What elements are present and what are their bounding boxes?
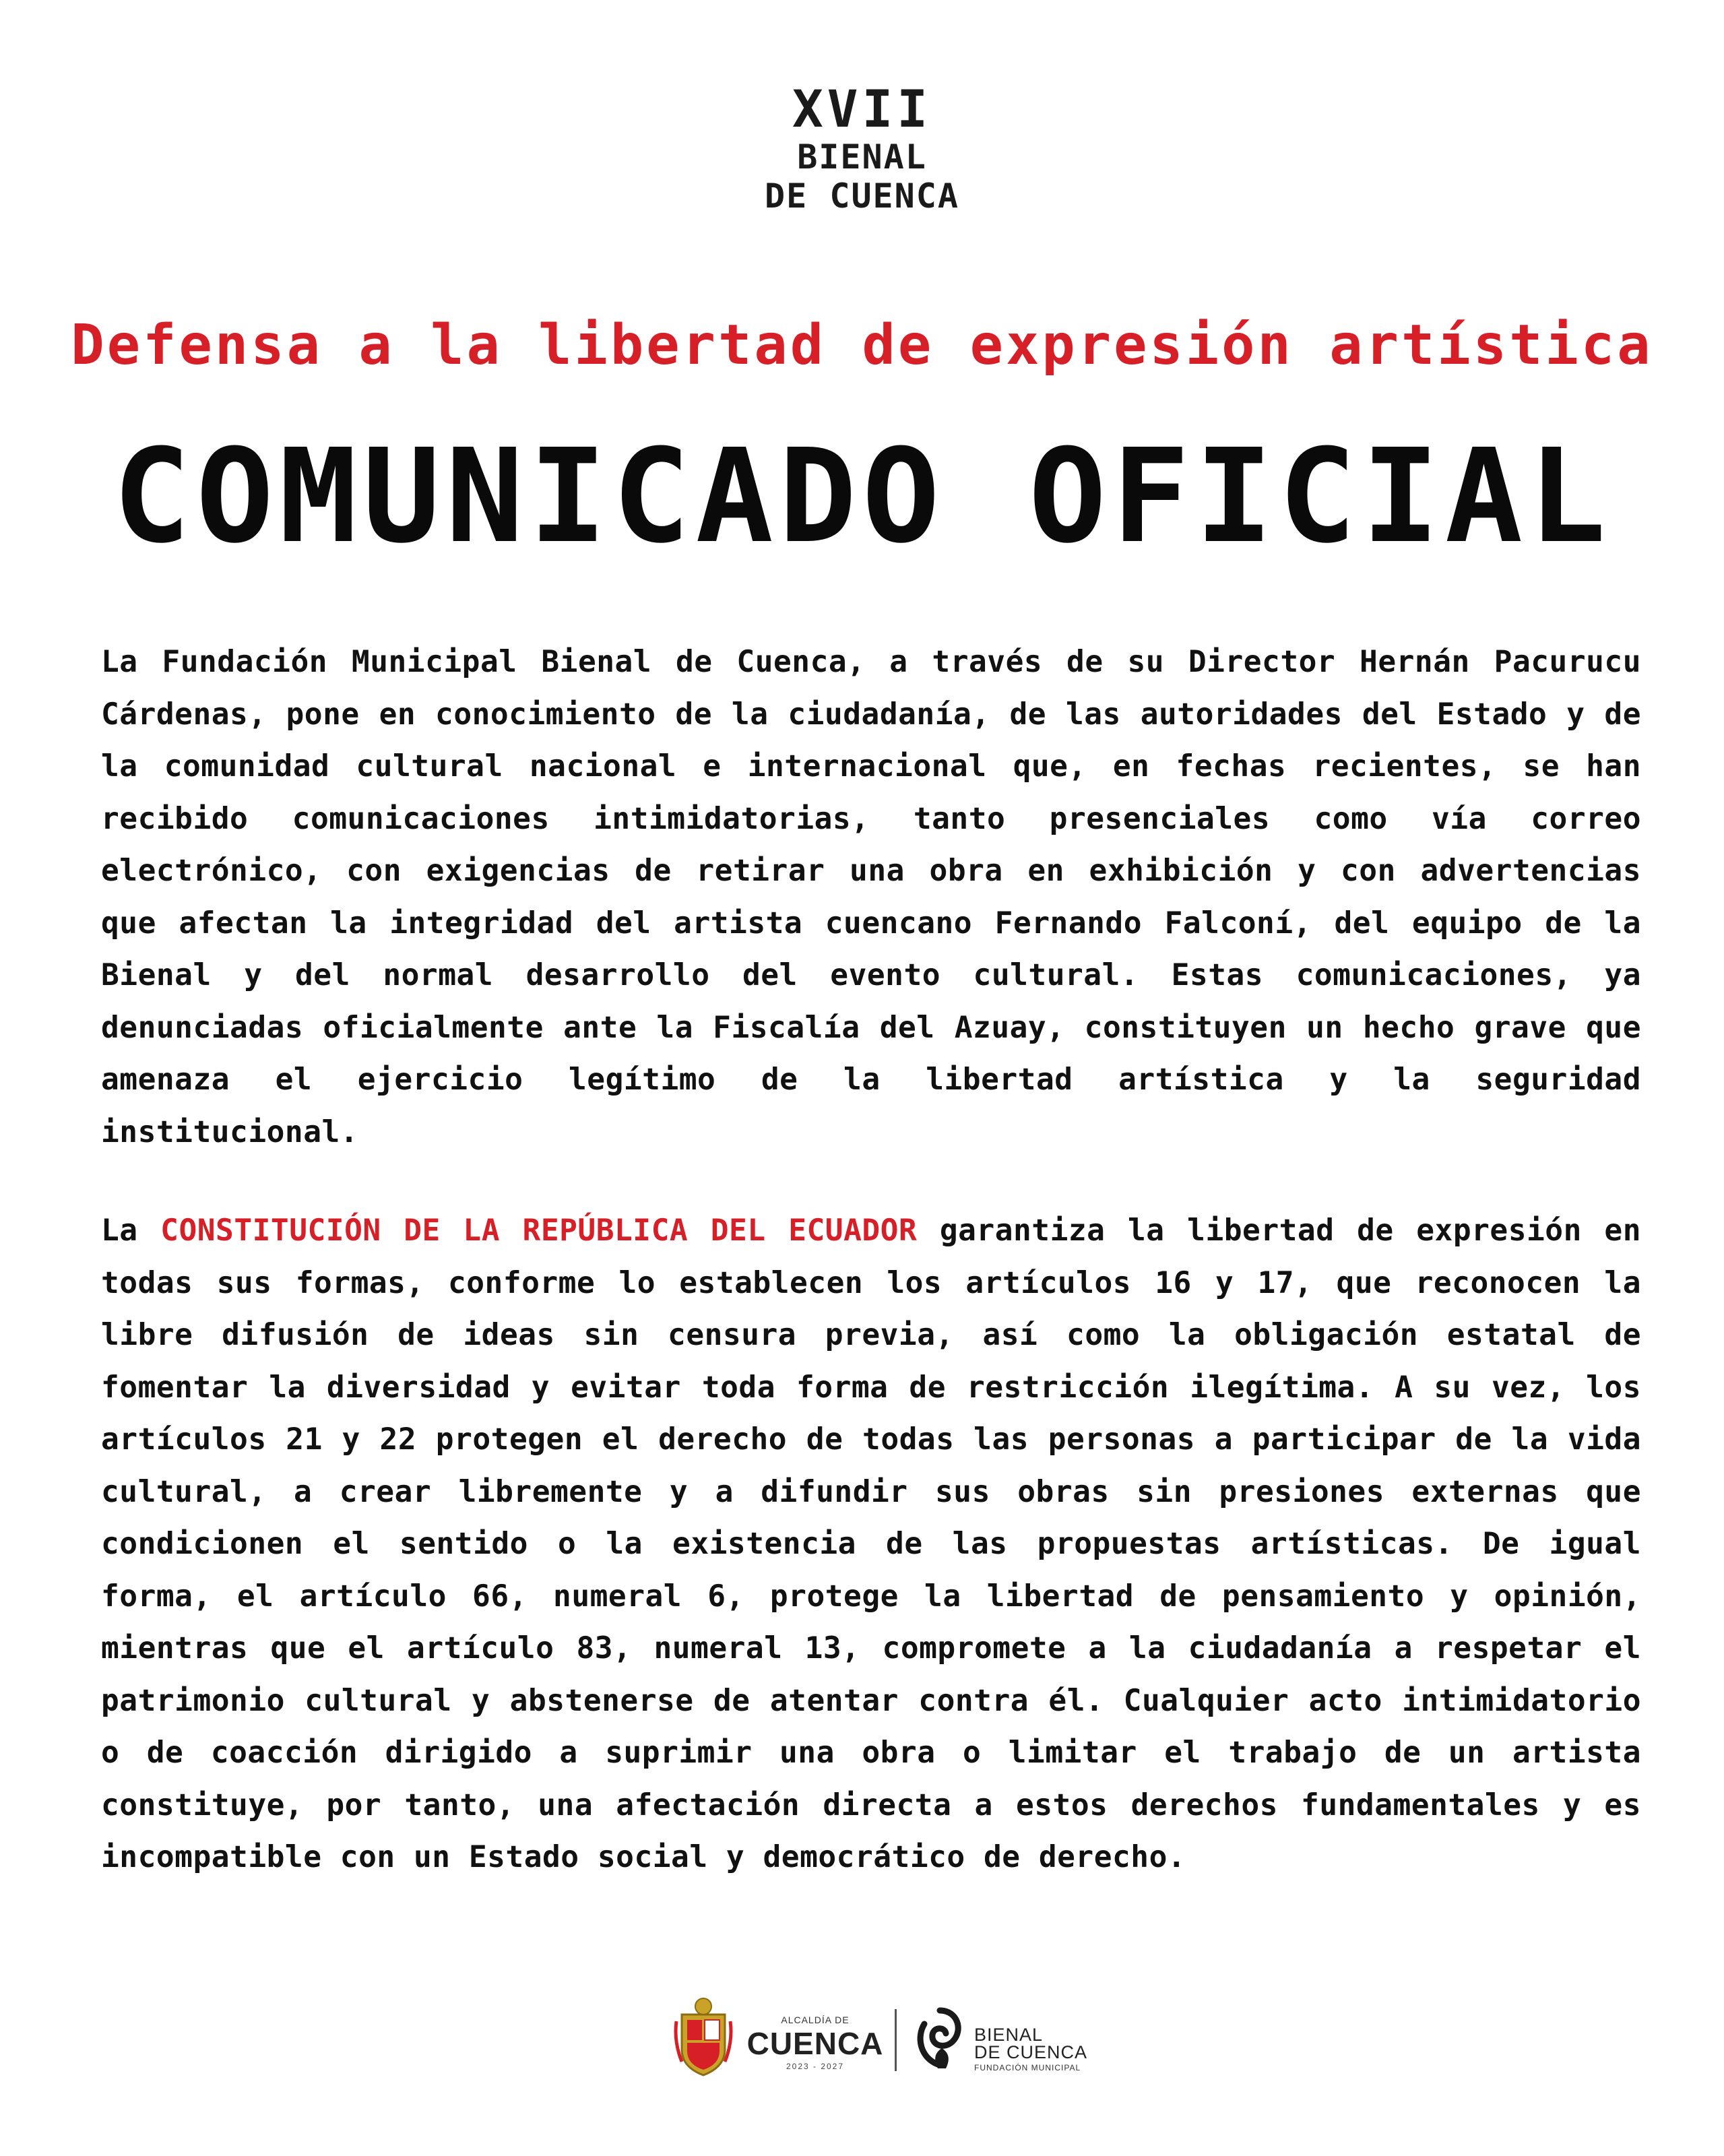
paragraph-intro: La Fundación Municipal Bienal de Cuenca, a través de su Director Hernán Pacurucu Cárdenas, pone en conocimiento de la ciudadanía, de las autoridades del Estado y de la comunidad cultural nacional e internacional que, en fechas recientes, se han recibido comunicaciones intimidatorias, tanto presenciales como vía correo electrónico, con exigencias de retirar una obra en exhibición y con advertencias que afectan la integridad del artista cuencano Fernando Falconí, del equipo de la Bienal y del normal desarrollo del evento cultural. Estas comunicaciones, ya denunciadas oficialmente ante la Fiscalía del Azuay, constituyen un hecho grave que amenaza el ejercicio legítimo de la libertad artística y la seguridad institucional. (101, 645, 1641, 1149)
edition-number: XVII (792, 79, 932, 139)
footer-divider (895, 2009, 897, 2071)
alcaldia-label: ALCALDÍA DE (781, 2015, 850, 2025)
bienal-footer-line3: FUNDACIÓN MUNICIPAL (974, 2063, 1081, 2072)
paragraph-lead: La (101, 1213, 161, 1248)
header-line-bienal: BIENAL (797, 137, 927, 177)
bienal-header-logo (0, 81, 1724, 216)
paragraph-rest: garantiza la libertad de expresión en todas sus formas, conforme lo establecen los artículos 16 y 17, que reconocen la libre difusión de ideas sin censura previa, así como la obligación estatal de fomentar la diversidad y evitar toda forma de restricción ilegítima. A su vez, los artículos 21 y 22 protegen el derecho de todas las personas a participar de la vida cultural, a crear libremente y a difundir sus obras sin presiones externas que condicionen el sentido o la existencia de las propuestas artísticas. De igual forma, el artículo 66, numeral 6, protege la libertad de pensamiento y opinión, mientras que el artículo 83, numeral 13, compromete a la ciudadanía a respetar el patrimonio cultural y abstenerse de atentar contra él. Cualquier acto intimidatorio o de coacción dirigido a suprimir una obra o limitar el trabajo de un artista constituye, por tanto, una afectación directa a estos derechos fundamentales y es incompatible con un Estado social y democrático de derecho. (101, 1213, 1642, 1874)
page-title: COMUNICADO OFICIAL (113, 422, 1611, 572)
constitution-highlight: CONSTITUCIÓN DE LA REPÚBLICA DEL ECUADOR (160, 1213, 918, 1248)
cuenca-crest-icon (672, 1994, 734, 2079)
subtitle: Defensa a la libertad de expresión artística (71, 313, 1653, 377)
alcaldia-name: CUENCA (746, 2026, 884, 2061)
bienal-spiral-icon (911, 2004, 969, 2074)
bienal-footer-line1: BIENAL (974, 2025, 1044, 2045)
bienal-footer-line2: DE CUENCA (974, 2042, 1088, 2062)
footer-logos (0, 1994, 1724, 2082)
alcaldia-years: 2023 - 2027 (786, 2062, 845, 2071)
header-line-cuenca: DE CUENCA (765, 177, 959, 216)
paragraph-constitution (101, 1205, 1641, 1884)
